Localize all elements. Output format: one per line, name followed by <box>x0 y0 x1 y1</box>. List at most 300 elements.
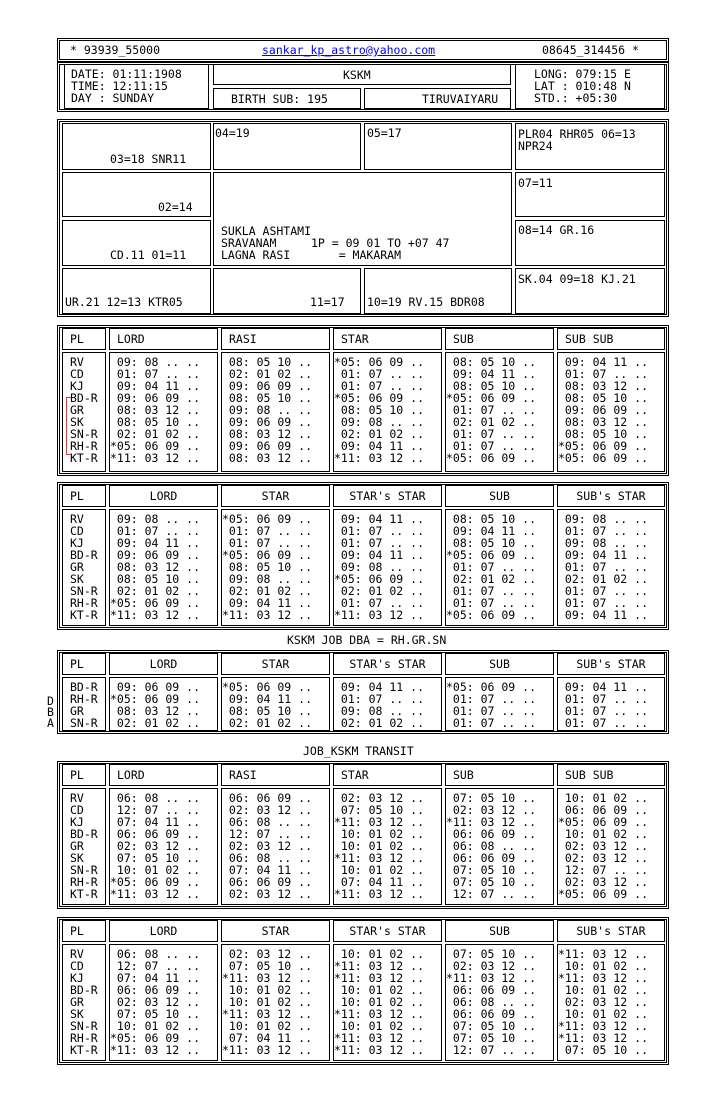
table-cell: 02: 03 12 .. <box>558 875 649 889</box>
table-cell: 09: 04 11 .. <box>334 439 425 453</box>
table-cell: *11: 03 12 .. <box>334 1007 425 1021</box>
table4-header-label: RASI <box>229 768 257 782</box>
house-4-text-b: NPR24 <box>518 139 553 153</box>
table-cell: 09: 06 09 .. <box>222 415 313 429</box>
table-cell: 12: 07 .. .. <box>558 863 649 877</box>
table-cell: 07: 04 11 .. <box>222 863 313 877</box>
table-cell: 08: 05 10 .. <box>334 403 425 417</box>
table-cell: 12: 07 .. .. <box>222 827 313 841</box>
table1-header-label: SUB <box>453 332 474 346</box>
table-cell: *11: 03 12 .. <box>110 887 201 901</box>
table-cell: *11: 03 12 .. <box>446 971 537 985</box>
table3-header-label: SUB <box>489 657 510 671</box>
birth-place: TIRUVAIYARU <box>422 92 499 106</box>
planet-label: GR <box>70 403 84 417</box>
table-cell: 06: 06 09 .. <box>446 1007 537 1021</box>
table-cell: *05: 06 09 .. <box>446 548 537 562</box>
table-cell: 01: 07 .. .. <box>446 427 537 441</box>
table-cell: 02: 01 02 .. <box>222 367 313 381</box>
table-cell: 09: 04 11 .. <box>334 680 425 694</box>
table-cell: *11: 03 12 .. <box>222 971 313 985</box>
house-5-text: 07=11 <box>518 176 553 190</box>
table-cell: *11: 03 12 .. <box>334 959 425 973</box>
table-cell: 09: 04 11 .. <box>110 379 201 393</box>
planet-label: GR <box>70 995 84 1009</box>
table-cell: 10: 01 02 .. <box>334 827 425 841</box>
table-cell: 01: 07 .. .. <box>558 596 649 610</box>
table-cell: 09: 04 11 .. <box>558 548 649 562</box>
table-cell: *11: 03 12 .. <box>334 1043 425 1057</box>
table-cell: 07: 05 10 .. <box>446 791 537 805</box>
table-cell: 02: 03 12 .. <box>558 839 649 853</box>
planet-label: GR <box>70 704 84 718</box>
person-name: KSKM <box>343 68 371 82</box>
table-cell: 09: 06 09 .. <box>558 403 649 417</box>
table-cell: 07: 05 10 .. <box>446 1019 537 1033</box>
table-cell: 10: 01 02 .. <box>222 995 313 1009</box>
planet-label: BD-R <box>70 827 98 841</box>
table-cell: 09: 08 .. .. <box>334 704 425 718</box>
nakshatra-text: SRAVANAM 1P = 09 01 TO +07 47 <box>221 236 450 250</box>
house-12-text: 02=14 <box>158 200 193 214</box>
planet-label: SK <box>70 415 84 429</box>
planet-label: SN-R <box>70 863 98 877</box>
table-cell: 02: 03 12 .. <box>222 839 313 853</box>
table-cell: 01: 07 .. .. <box>222 524 313 538</box>
table4-header-label: SUB SUB <box>565 768 614 782</box>
table-cell: 09: 08 .. .. <box>222 403 313 417</box>
table-cell: *05: 06 09 .. <box>446 391 537 405</box>
table-cell: 01: 07 .. .. <box>334 524 425 538</box>
table5-header-label: STAR <box>261 924 290 938</box>
table-cell: 07: 04 11 .. <box>334 875 425 889</box>
table-cell: 08: 05 10 .. <box>222 355 313 369</box>
table-cell: 09: 06 09 .. <box>110 548 201 562</box>
planet-label: KT-R <box>70 887 98 901</box>
table-cell: 01: 07 .. .. <box>446 584 537 598</box>
table-cell: 10: 01 02 .. <box>558 983 649 997</box>
table-cell: 12: 07 .. .. <box>446 887 537 901</box>
table-cell: 08: 03 12 .. <box>222 427 313 441</box>
table-cell: 01: 07 .. .. <box>558 524 649 538</box>
table-cell: 08: 05 10 .. <box>558 427 649 441</box>
table-cell: 09: 04 11 .. <box>558 608 649 622</box>
house-6-text: 08=14 GR.16 <box>518 223 595 237</box>
table-cell: 09: 04 11 .. <box>334 512 425 526</box>
table-cell: *11: 03 12 .. <box>110 1043 201 1057</box>
table5-header-label: SUB's STAR <box>576 924 646 938</box>
table3-header-label: SUB's STAR <box>576 657 646 671</box>
planet-label: SN-R <box>70 427 98 441</box>
table-cell: 06: 08 .. .. <box>110 947 201 961</box>
table-cell: 06: 06 09 .. <box>110 983 201 997</box>
table-cell: *05: 06 09 .. <box>446 608 537 622</box>
planet-label: RV <box>70 355 84 369</box>
table-cell: 02: 03 12 .. <box>446 959 537 973</box>
table-cell: 01: 07 .. .. <box>110 367 201 381</box>
table-cell: 01: 07 .. .. <box>446 704 537 718</box>
birth-time: TIME: 12:11:15 <box>71 79 168 93</box>
latitude: LAT : 010:48 N <box>534 79 631 93</box>
table-cell: *11: 03 12 .. <box>446 815 537 829</box>
table-cell: *11: 03 12 .. <box>334 851 425 865</box>
planet-label: KJ <box>70 536 84 550</box>
table-cell: 09: 06 09 .. <box>110 391 201 405</box>
table-cell: 01: 07 .. .. <box>558 716 649 730</box>
table-cell: 12: 07 .. .. <box>110 803 201 817</box>
planet-label: KT-R <box>70 608 98 622</box>
table-cell: *11: 03 12 .. <box>334 887 425 901</box>
table4-header-label: STAR <box>341 768 369 782</box>
table-cell: 01: 07 .. .. <box>558 560 649 574</box>
table-cell: 08: 05 10 .. <box>558 391 649 405</box>
table-cell: *05: 06 09 .. <box>334 391 425 405</box>
table-cell: 08: 05 10 .. <box>222 704 313 718</box>
table-cell: 07: 05 10 .. <box>334 803 425 817</box>
planet-label: SN-R <box>70 584 98 598</box>
table-cell: 01: 07 .. .. <box>110 524 201 538</box>
table-cell: *05: 06 09 .. <box>110 1031 201 1045</box>
table3-header-label: PL <box>70 657 84 671</box>
table5-header-label: STAR's STAR <box>349 924 426 938</box>
table-cell: 07: 05 10 .. <box>558 1043 649 1057</box>
table-cell: 06: 06 09 .. <box>110 827 201 841</box>
table-cell: *11: 03 12 .. <box>334 1031 425 1045</box>
planet-label: BD-R <box>70 548 98 562</box>
table-cell: 09: 04 11 .. <box>222 596 313 610</box>
table-cell: *05: 06 09 .. <box>110 439 201 453</box>
table-cell: *05: 06 09 .. <box>334 355 425 369</box>
table-cell: 02: 01 02 .. <box>110 427 201 441</box>
table-cell: 09: 08 .. .. <box>222 572 313 586</box>
longitude: LONG: 079:15 E <box>534 67 631 81</box>
table-cell: *05: 06 09 .. <box>446 680 537 694</box>
planet-label: GR <box>70 560 84 574</box>
table-cell: 08: 05 10 .. <box>110 415 201 429</box>
house-1-text: 03=18 SNR11 <box>110 152 187 166</box>
table-cell: *05: 06 09 .. <box>558 451 649 465</box>
planet-label: SN-R <box>70 716 98 730</box>
table-cell: 02: 01 02 .. <box>334 584 425 598</box>
table-cell: 08: 05 10 .. <box>446 355 537 369</box>
table-cell: 09: 04 11 .. <box>446 524 537 538</box>
table-cell: 08: 05 10 .. <box>222 560 313 574</box>
table1-header-label: STAR <box>341 332 369 346</box>
transit-title: JOB_KSKM TRANSIT <box>303 744 414 758</box>
table-cell: 08: 05 10 .. <box>446 512 537 526</box>
table-cell: 12: 07 .. .. <box>446 1043 537 1057</box>
phone-right: 08645_314456 * <box>542 43 639 57</box>
planet-label: SK <box>70 1007 84 1021</box>
table-cell: *05: 06 09 .. <box>558 887 649 901</box>
table-cell: *05: 06 09 .. <box>558 439 649 453</box>
table1-header-label: SUB SUB <box>565 332 614 346</box>
table-cell: *05: 06 09 .. <box>222 512 313 526</box>
planet-label: SK <box>70 851 84 865</box>
table-cell: 06: 06 09 .. <box>446 827 537 841</box>
table-cell: *11: 03 12 .. <box>558 1031 649 1045</box>
table-cell: *05: 06 09 .. <box>558 815 649 829</box>
table-cell: 02: 01 02 .. <box>222 716 313 730</box>
email-link[interactable]: sankar_kp_astro@yahoo.com <box>262 43 436 57</box>
house-11-text: CD.11 01=11 <box>110 248 187 262</box>
table-cell: 07: 05 10 .. <box>446 875 537 889</box>
table-cell: 07: 05 10 .. <box>446 863 537 877</box>
table-cell: 07: 05 10 .. <box>110 851 201 865</box>
table-cell: 01: 07 .. .. <box>558 367 649 381</box>
table-cell: 02: 01 02 .. <box>110 716 201 730</box>
table3-header-label: STAR <box>261 657 290 671</box>
table-cell: 09: 04 11 .. <box>334 548 425 562</box>
table-cell: 06: 08 .. .. <box>110 791 201 805</box>
table-cell: 07: 05 10 .. <box>110 1007 201 1021</box>
birth-sub: BIRTH SUB: 195 <box>231 92 328 106</box>
dba-side-b: B <box>47 705 54 719</box>
table-cell: *11: 03 12 .. <box>334 971 425 985</box>
table2-header-label: LORD <box>149 489 178 503</box>
table-cell: 01: 07 .. .. <box>446 596 537 610</box>
table-cell: 10: 01 02 .. <box>110 863 201 877</box>
table-cell: 08: 03 12 .. <box>558 379 649 393</box>
table-cell: 01: 07 .. .. <box>334 367 425 381</box>
table-cell: 08: 03 12 .. <box>222 451 313 465</box>
table1-header-label: RASI <box>229 332 257 346</box>
planet-label: RH-R <box>70 875 98 889</box>
phone-left: * 93939_55000 <box>70 43 161 57</box>
planet-label: KJ <box>70 379 84 393</box>
table-cell: 09: 08 .. .. <box>334 560 425 574</box>
table1-header-label: LORD <box>117 332 145 346</box>
table-cell: 10: 01 02 .. <box>110 1019 201 1033</box>
table-cell: 09: 06 09 .. <box>110 680 201 694</box>
table-cell: *05: 06 09 .. <box>110 692 201 706</box>
table-cell: *11: 03 12 .. <box>110 608 201 622</box>
table-cell: 09: 06 09 .. <box>222 439 313 453</box>
table-cell: 02: 03 12 .. <box>110 839 201 853</box>
table-cell: 06: 08 .. .. <box>446 995 537 1009</box>
table-cell: 01: 07 .. .. <box>222 536 313 550</box>
table-cell: 01: 07 .. .. <box>558 692 649 706</box>
table-cell: 07: 05 10 .. <box>446 1031 537 1045</box>
table-cell: 10: 01 02 .. <box>334 983 425 997</box>
table-cell: 09: 08 .. .. <box>110 512 201 526</box>
table-cell: 01: 07 .. .. <box>446 439 537 453</box>
planet-label: BD-R <box>70 680 98 694</box>
table-cell: 01: 07 .. .. <box>558 704 649 718</box>
table-cell: 06: 06 09 .. <box>558 803 649 817</box>
table-cell: 09: 04 11 .. <box>558 355 649 369</box>
table-cell: 01: 07 .. .. <box>334 536 425 550</box>
planet-label: CD <box>70 803 84 817</box>
table-cell: *11: 03 12 .. <box>334 451 425 465</box>
dba-side-d: D <box>47 694 54 708</box>
planet-label: RH-R <box>70 439 98 453</box>
table-cell: *05: 06 09 .. <box>222 680 313 694</box>
table-cell: 01: 07 .. .. <box>446 716 537 730</box>
table-cell: 10: 01 02 .. <box>222 983 313 997</box>
planet-label: RV <box>70 512 84 526</box>
table-cell: 02: 03 12 .. <box>558 851 649 865</box>
table-cell: 10: 01 02 .. <box>558 827 649 841</box>
table-cell: 07: 05 10 .. <box>446 947 537 961</box>
table3-header-label: STAR's STAR <box>349 657 426 671</box>
table-cell: 08: 05 10 .. <box>222 391 313 405</box>
table-cell: 09: 04 11 .. <box>110 536 201 550</box>
table-cell: 01: 07 .. .. <box>334 379 425 393</box>
table-cell: 06: 06 09 .. <box>446 983 537 997</box>
table-cell: *11: 03 12 .. <box>558 947 649 961</box>
table-cell: 08: 03 12 .. <box>558 415 649 429</box>
table-cell: 06: 08 .. .. <box>222 815 313 829</box>
table-cell: 01: 07 .. .. <box>334 692 425 706</box>
table-cell: 10: 01 02 .. <box>334 1019 425 1033</box>
table-cell: 01: 07 .. .. <box>446 560 537 574</box>
table-cell: 08: 03 12 .. <box>110 403 201 417</box>
planet-label: GR <box>70 839 84 853</box>
table4-header-label: LORD <box>117 768 145 782</box>
table-cell: 01: 07 .. .. <box>558 584 649 598</box>
planet-label: RH-R <box>70 596 98 610</box>
house-7-text: SK.04 09=18 KJ.21 <box>518 272 636 286</box>
table1-header-label: PL <box>70 332 84 346</box>
table-cell: 09: 08 .. .. <box>558 512 649 526</box>
table-cell: 10: 01 02 .. <box>334 995 425 1009</box>
table-cell: 10: 01 02 .. <box>334 863 425 877</box>
table-cell: 08: 05 10 .. <box>110 572 201 586</box>
table-cell: 02: 01 02 .. <box>558 572 649 586</box>
table5-header-label: PL <box>70 924 84 938</box>
planet-label: CD <box>70 367 84 381</box>
table-cell: *11: 03 12 .. <box>110 451 201 465</box>
table-cell: 10: 01 02 .. <box>334 839 425 853</box>
table-cell: *11: 03 12 .. <box>222 1007 313 1021</box>
table-cell: 10: 01 02 .. <box>222 1019 313 1033</box>
planet-label: RV <box>70 947 84 961</box>
table-cell: 07: 04 11 .. <box>110 971 201 985</box>
table-cell: 01: 07 .. .. <box>334 596 425 610</box>
link-bracket <box>66 397 71 455</box>
birth-day: DAY : SUNDAY <box>71 91 155 105</box>
table-cell: *11: 03 12 .. <box>334 815 425 829</box>
house-4-text-a: PLR04 RHR05 06=13 <box>518 127 636 141</box>
table-cell: *11: 03 12 .. <box>558 971 649 985</box>
planet-label: CD <box>70 959 84 973</box>
table-cell: 07: 04 11 .. <box>110 815 201 829</box>
table-cell: *11: 03 12 .. <box>222 608 313 622</box>
house-10-text: UR.21 12=13 KTR05 <box>65 295 183 309</box>
table-cell: 06: 08 .. .. <box>446 839 537 853</box>
table2-header-label: SUB <box>489 489 510 503</box>
table-cell: 10: 01 02 .. <box>558 959 649 973</box>
table-cell: 06: 06 09 .. <box>222 875 313 889</box>
table-cell: *05: 06 09 .. <box>334 572 425 586</box>
table-cell: 01: 07 .. .. <box>446 403 537 417</box>
tithi-text: SUKLA ASHTAMI <box>221 224 312 238</box>
table-cell: 02: 03 12 .. <box>334 791 425 805</box>
planet-label: RH-R <box>70 692 98 706</box>
std-offset: STD.: +05:30 <box>534 91 618 105</box>
table4-header-label: PL <box>70 768 84 782</box>
table-cell: 09: 04 11 .. <box>558 680 649 694</box>
table5-header-label: SUB <box>489 924 510 938</box>
dba-title: KSKM JOB DBA = RH.GR.SN <box>287 633 447 647</box>
planet-label: SN-R <box>70 1019 98 1033</box>
table-cell: 10: 01 02 .. <box>558 1007 649 1021</box>
table-cell: *05: 06 09 .. <box>446 451 537 465</box>
table2-header-label: STAR's STAR <box>349 489 426 503</box>
table-cell: 12: 07 .. .. <box>110 959 201 973</box>
table2-header-label: SUB's STAR <box>576 489 646 503</box>
table-cell: 09: 08 .. .. <box>558 536 649 550</box>
table-cell: 09: 04 11 .. <box>446 367 537 381</box>
table-cell: *05: 06 09 .. <box>110 875 201 889</box>
table-cell: 09: 08 .. .. <box>110 355 201 369</box>
planet-label: KJ <box>70 815 84 829</box>
planet-label: CD <box>70 524 84 538</box>
table-cell: 02: 01 02 .. <box>110 584 201 598</box>
table-cell: 02: 01 02 .. <box>446 415 537 429</box>
planet-label: BD-R <box>70 391 98 405</box>
table-cell: 10: 01 02 .. <box>558 791 649 805</box>
table-cell: 02: 01 02 .. <box>446 572 537 586</box>
table5-header-label: LORD <box>149 924 178 938</box>
table-cell: *11: 03 12 .. <box>558 1019 649 1033</box>
table-cell: 02: 01 02 .. <box>334 427 425 441</box>
table-cell: 02: 03 12 .. <box>222 947 313 961</box>
table-cell: 01: 07 .. .. <box>446 692 537 706</box>
table-cell: 02: 03 12 .. <box>222 803 313 817</box>
planet-label: BD-R <box>70 983 98 997</box>
house-9-text: 11=17 <box>310 295 345 309</box>
table-cell: 06: 06 09 .. <box>222 791 313 805</box>
planet-label: SK <box>70 572 84 586</box>
birth-date: DATE: 01:11:1908 <box>71 67 182 81</box>
table2-header-label: STAR <box>261 489 290 503</box>
table-cell: *11: 03 12 .. <box>222 1043 313 1057</box>
table-cell: 06: 06 09 .. <box>446 851 537 865</box>
house-2-text: 04=19 <box>215 126 250 140</box>
house-8-text: 10=19 RV.15 BDR08 <box>367 295 485 309</box>
table-cell: 09: 04 11 .. <box>222 692 313 706</box>
planet-label: RH-R <box>70 1031 98 1045</box>
planet-label: RV <box>70 791 84 805</box>
lagna-text: LAGNA RASI = MAKARAM <box>221 248 402 262</box>
table2-header-label: PL <box>70 489 84 503</box>
table-cell: 02: 03 12 .. <box>110 995 201 1009</box>
table-cell: 09: 08 .. .. <box>334 415 425 429</box>
table-cell: 08: 03 12 .. <box>110 560 201 574</box>
table-cell: 08: 05 10 .. <box>446 379 537 393</box>
table-cell: *11: 03 12 .. <box>334 608 425 622</box>
table-cell: 07: 04 11 .. <box>222 1031 313 1045</box>
table-cell: 02: 01 02 .. <box>334 716 425 730</box>
table-cell: *05: 06 09 .. <box>110 596 201 610</box>
table-cell: 10: 01 02 .. <box>334 947 425 961</box>
table-cell: 02: 03 12 .. <box>222 887 313 901</box>
table4-header-label: SUB <box>453 768 474 782</box>
house-3-text: 05=17 <box>367 126 402 140</box>
table-cell: 09: 06 09 .. <box>222 379 313 393</box>
dba-side-a: A <box>47 716 54 730</box>
table-cell: 08: 03 12 .. <box>110 704 201 718</box>
planet-label: KT-R <box>70 1043 98 1057</box>
table-cell: *05: 06 09 .. <box>222 548 313 562</box>
table-cell: 02: 01 02 .. <box>222 584 313 598</box>
planet-label: KJ <box>70 971 84 985</box>
table-cell: 08: 05 10 .. <box>446 536 537 550</box>
table-cell: 02: 03 12 .. <box>558 995 649 1009</box>
table-cell: 02: 03 12 .. <box>446 803 537 817</box>
